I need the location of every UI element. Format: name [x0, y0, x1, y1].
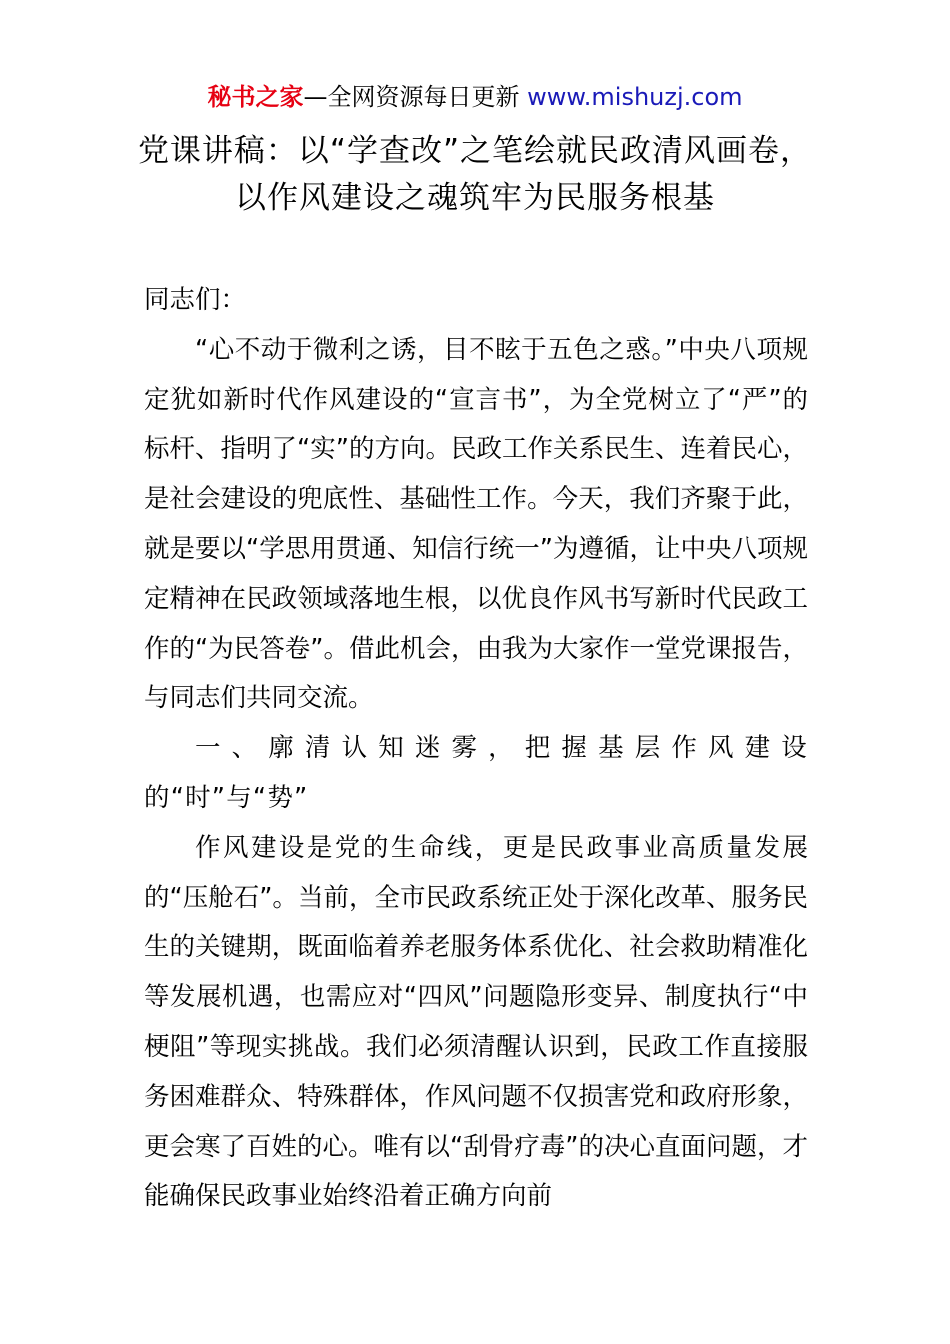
site-brand: 秘书之家: [207, 83, 304, 111]
intro-paragraph: “心不动于微利之诱，目不眩于五色之惑。”中央八项规定犹如新时代作风建设的“宣言书”，为全党树立了“严”的标杆、指明了“实”的方向。民政工作关系民生、连着民心，是社会建设的兜底性、基础性工作。今天，我们齐聚于此，就是要以“学思用贯通、知信行统一”为遵循，让中央八项规定精神在民政领域落地生根，以优良作风书写新时代民政工作的“为民答卷”。借此机会，由我为大家作一堂党课报告，与同志们共同交流。: [144, 334, 808, 714]
document-title: 党课讲稿：以“学查改”之笔绘就民政清风画卷，以作风建设之魂筑牢为民服务根基: [137, 133, 813, 216]
site-url[interactable]: www.mishuzj.com: [527, 83, 743, 111]
site-tagline: —全网资源每日更新: [303, 83, 528, 111]
salutation: 同志们：: [144, 285, 247, 315]
section-paragraph: 作风建设是党的生命线，更是民政事业高质量发展的“压舱石”。当前，全市民政系统正处于深化改革、服务民生的关键期，既面临着养老服务体系优化、社会救助精准化等发展机遇，也需应对“四风”问题隐形变异、制度执行“中梗阻”等现实挑战。我们必须清醒认识到，民政工作直接服务困难群众、特殊群体，作风问题不仅损害党和政府形象，更会寒了百姓的心。唯有以“刮骨疗毒”的决心直面问题，才能确保民政事业始终沿着正确方向前: [144, 832, 808, 1212]
document-body: [144, 276, 808, 1222]
site-header: [0, 80, 950, 114]
section-heading: 一、廓清认知迷雾，把握基层作风建设的“时”与“势”: [144, 733, 808, 813]
